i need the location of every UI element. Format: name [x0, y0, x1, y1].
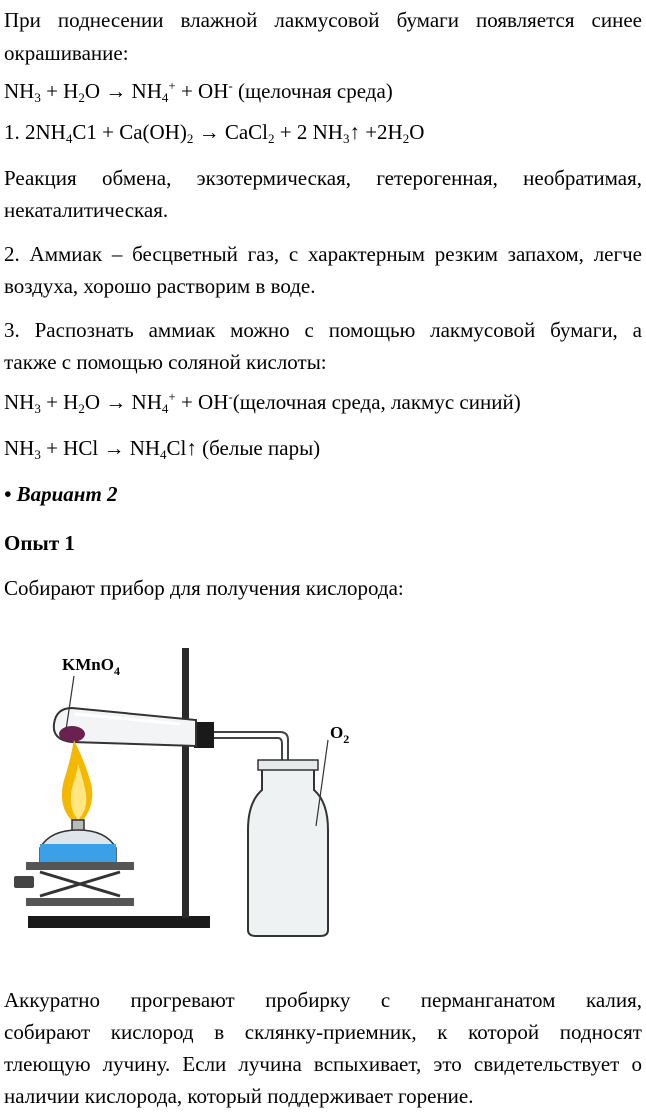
- spirit-lamp-liquid: [40, 844, 116, 862]
- collecting-bottle: [248, 768, 328, 936]
- jack-top-plate: [26, 862, 134, 870]
- bottle-neck: [258, 760, 318, 770]
- jack-bottom-plate: [26, 898, 134, 906]
- para-ammonia-props-line-1: 2. Аммиак – бесцветный газ, с характерным резким запахом, легче: [4, 242, 642, 266]
- stand-rod: [182, 648, 189, 918]
- para-reaction-type-line-1: Реакция обмена, экзотермическая, гетерогенная, необратимая,: [4, 166, 642, 190]
- kmno4-label: KMnO$_4$: [62, 655, 120, 678]
- para-litmus-line-1: При поднесении влажной лакмусовой бумаги появляется синее: [4, 8, 642, 32]
- kmno4-crystals: [59, 726, 85, 742]
- para-ammonia-props-line-2: воздуха, хорошо растворим в воде.: [4, 274, 316, 298]
- para-procedure-line-2: собирают кислород в склянку-приемник, к которой подносят: [4, 1020, 642, 1044]
- equation-ammonium-chloride: 1. $2NH_4C1 + Ca(OH)_2$ → CaCl$_2$ + 2 $NH_3↑ +2H_2O$: [4, 120, 425, 146]
- para-apparatus: Собирают прибор для получения кислорода:: [4, 576, 404, 600]
- variant-heading: • Вариант 2: [4, 482, 118, 506]
- para-litmus-line-2: окрашивание:: [4, 41, 129, 65]
- para-procedure-line-4: наличии кислорода, который поддерживает горение.: [4, 1084, 474, 1108]
- experiment-heading: Опыт 1: [4, 531, 75, 555]
- para-reaction-type-line-2: некаталитическая.: [4, 198, 169, 222]
- para-recognize-line-2: также с помощью соляной кислоты:: [4, 350, 327, 374]
- oxygen-apparatus-figure: [0, 630, 646, 950]
- jack-scissors: [40, 872, 120, 896]
- equation-ammonia-water: $NH_3 + H_2O \to NH_4^+ + OH^-$ (щелочная среда): [4, 78, 393, 105]
- jack-screw-knob: [14, 876, 34, 888]
- para-recognize-line-1: 3. Распознать аммиак можно с помощью лакмусовой бумаги, а: [4, 318, 642, 342]
- equation-hcl: $NH_3$ + HCl → $NH_4Cl↑$ (белые пары): [4, 436, 321, 462]
- o2-label: $O_2$: [330, 723, 350, 746]
- para-procedure-line-1: Аккуратно прогревают пробирку с перманганатом калия,: [4, 988, 642, 1012]
- para-procedure-line-3: тлеющую лучину. Если лучина вспыхивает, это свидетельствует о: [4, 1052, 642, 1076]
- equation-litmus: $NH_3 + H_2O \to NH_4^+$ + OH-(щелочная среда, лакмус синий): [4, 389, 521, 416]
